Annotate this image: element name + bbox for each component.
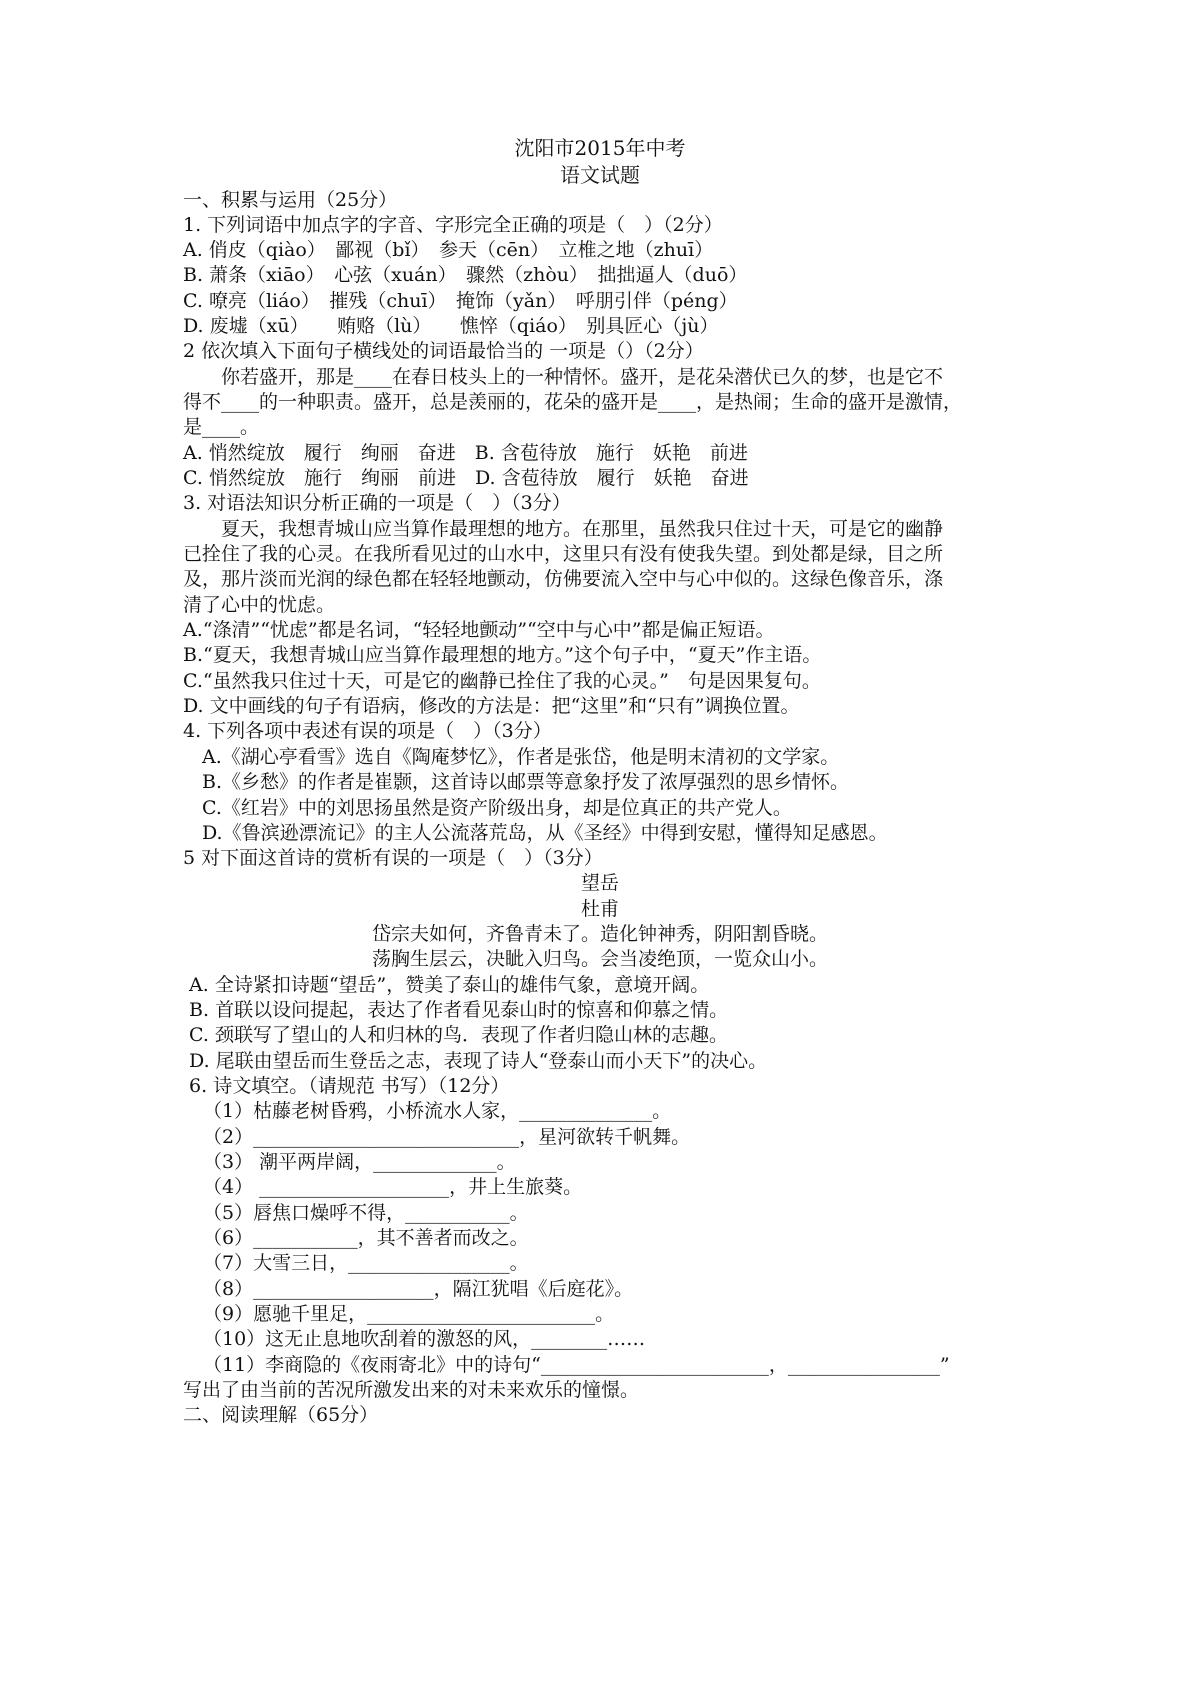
section-heading: 一、积累与运用（25分） (183, 189, 398, 211)
passage-line: 得不____的一种职责。盛开，总是羡丽的，花朵的盛开是____，是热闹；生命的盛开是激情， (183, 391, 963, 413)
question-stem: 5 对下面这首诗的赏析有误的一项是（ ）（3分） (183, 847, 603, 869)
option-line: D. 尾联由望岳而生登岳之志，表现了诗人“登泰山而小天下”的决心。 (183, 1050, 768, 1072)
question-stem: 4. 下列各项中表述有误的项是（ ）（3分） (183, 720, 552, 742)
option-line: C.“虽然我只住过十天，可是它的幽静已拴住了我的心灵。” 句是因果复句。 (183, 670, 821, 692)
option-line: A. 俏皮（qiào） 鄙视（bǐ） 参天（cēn） 立椎之地（zhuī） (183, 239, 714, 261)
question-stem: 3. 对语法知识分析正确的一项是（ ）（3分） (183, 492, 571, 514)
option-line: D.《鲁滨逊漂流记》的主人公流落荒岛，从《圣经》中得到安慰，懂得知足感恩。 (183, 822, 888, 844)
question-stem: 2 依次填入下面句子横线处的词语最恰当的 一项是（）（2分） (183, 340, 704, 362)
passage-line: 你若盛开，那是____在春日枝头上的一种情怀。盛开，是花朵潜伏已久的梦，也是它不 (183, 366, 944, 388)
question-stem: 6. 诗文填空。（请规范 书写）（12分） (183, 1075, 510, 1097)
option-line: C. 悄然绽放 施行 绚丽 前进 D. 含苞待放 履行 妖艳 奋进 (183, 467, 749, 489)
option-line: A. 全诗紧扣诗题“望岳”，赞美了泰山的雄伟气象，意境开阔。 (183, 974, 710, 996)
fill-blank-tail: 写出了由当前的苦况所激发出来的对未来欢乐的憧憬。 (183, 1379, 640, 1401)
exam-subtitle: 语文试题 (560, 163, 640, 187)
option-line: B.“夏天，我想青城山应当算作最理想的地方。”这个句子中，“夏天”作主语。 (183, 644, 822, 666)
fill-blank-item: （5）唇焦口燥呼不得，___________。 (203, 1202, 529, 1224)
question-stem: 1. 下列词语中加点字的字音、字形完全正确的项是（ ）（2分） (183, 214, 723, 236)
fill-blank-item: （1）枯藤老树昏鸦，小桥流水人家，______________。 (203, 1100, 672, 1122)
fill-blank-item: （8）___________________，隔江犹唱《后庭花》。 (203, 1278, 634, 1300)
passage-line: 夏天，我想青城山应当算作最理想的地方。在那里，虽然我只住过十天，可是它的幽静 (183, 518, 944, 540)
poem-line: 荡胸生层云，决眦入归鸟。会当凌绝顶，一览众山小。 (371, 948, 828, 970)
option-line: A.“涤清”“忧虑”都是名词，“轻轻地颤动”“空中与心中”都是偏正短语。 (183, 619, 775, 641)
fill-blank-item: （9）愿驰千里足，________________________。 (203, 1303, 615, 1325)
option-line: B.《乡愁》的作者是崔颢，这首诗以邮票等意象抒发了浓厚强烈的思乡情怀。 (183, 771, 850, 793)
section-heading: 二、阅读理解（65分） (183, 1404, 379, 1426)
option-line: B. 首联以设问提起，表达了作者看见泰山时的惊喜和仰慕之情。 (183, 999, 729, 1021)
fill-blank-item: （7）大雪三日，_________________。 (203, 1252, 529, 1274)
option-line: D. 文中画线的句子有语病，修改的方法是：把“这里”和“只有”调换位置。 (183, 695, 800, 717)
fill-blank-item: （4） ____________________，井上生旅葵。 (203, 1176, 583, 1198)
passage-line: 清了心中的忧虑。 (183, 594, 336, 616)
option-line: C. 颈联写了望山的人和归林的鸟．表现了作者归隐山林的志趣。 (183, 1024, 728, 1046)
fill-blank-item: （3） 潮平两岸阔，_____________。 (203, 1151, 516, 1173)
option-line: A. 悄然绽放 履行 绚丽 奋进 B. 含苞待放 施行 妖艳 前进 (183, 442, 748, 464)
option-line: D. 废墟（xū） 贿赂（lù） 憔悴（qiáo） 别具匠心（jù） (183, 315, 719, 337)
option-line: B. 萧条（xiāo） 心弦（xuán） 骤然（zhòu） 拙拙逼人（duō） (183, 264, 748, 286)
option-line: C.《红岩》中的刘思扬虽然是资产阶级出身，却是位真正的共产党人。 (183, 797, 792, 819)
option-line: A.《湖心亭看雪》选自《陶庵梦忆》，作者是张岱，他是明末清初的文学家。 (183, 746, 840, 768)
fill-blank-item: （11）李商隐的《夜雨寄北》中的诗句“________________________，________________” (203, 1354, 950, 1376)
passage-line: 及，那片淡而光润的绿色都在轻轻地颤动，仿佛要流入空中与心中似的。这绿色像音乐，涤 (183, 568, 944, 590)
exam-title: 沈阳市2015年中考 (514, 136, 686, 160)
passage-line: 已拴住了我的心灵。在我所看见过的山水中，这里只有没有使我失望。到处都是绿，目之所 (183, 543, 944, 565)
poem-title: 望岳 (580, 872, 619, 894)
fill-blank-item: （6）___________，其不善者而改之。 (203, 1227, 529, 1249)
fill-blank-item: （2）____________________________，星河欲转千帆舞。 (203, 1126, 691, 1148)
passage-line: 是____。 (183, 416, 260, 438)
poem-author: 杜甫 (580, 898, 619, 920)
fill-blank-item: （10）这无止息地吹刮着的激怒的风，________…… (203, 1328, 646, 1350)
option-line: C. 嘹亮（liáo） 摧残（chuī） 掩饰（yǎn） 呼朋引伴（péng） (183, 290, 738, 312)
poem-line: 岱宗夫如何，齐鲁青未了。造化钟神秀，阴阳割昏晓。 (371, 923, 828, 945)
